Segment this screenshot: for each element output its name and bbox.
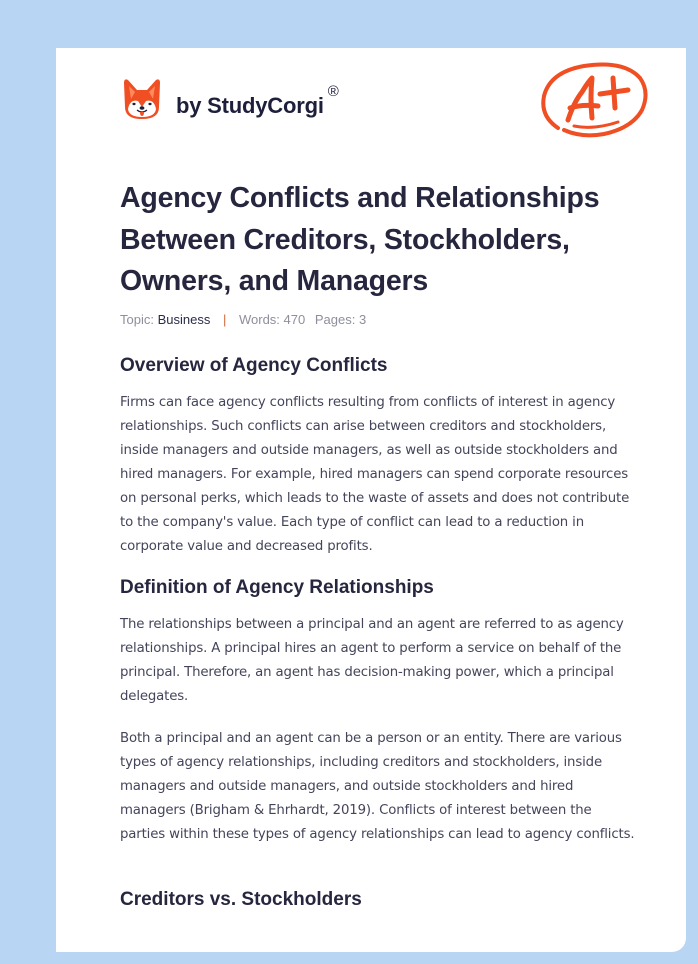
brand-name: by StudyCorgi xyxy=(176,93,324,118)
corgi-face-icon xyxy=(122,77,162,121)
section-heading-overview: Overview of Agency Conflicts xyxy=(120,355,388,376)
pages-count: 3 xyxy=(358,312,367,327)
section-heading-definition: Definition of Agency Relationships xyxy=(120,577,434,598)
registered-mark: ® xyxy=(327,82,339,100)
a-plus-grade-icon xyxy=(538,58,650,140)
pages-label: Pages: xyxy=(314,312,356,327)
document-title: Agency Conflicts and Relationships Between Creditors, Stockholders, Owners, and Managers xyxy=(120,182,600,297)
meta-separator: | xyxy=(222,312,227,327)
paragraph-definition-1: The relationships between a principal and an agent are referred to as agency relationships. A principal hires an agent to perform a service on behalf of the principal. Therefore, an agent has decision-making power, which a principal delegates. xyxy=(120,617,624,704)
document-meta xyxy=(120,312,366,327)
topic-link[interactable]: Business xyxy=(157,312,211,327)
words-label: Words: xyxy=(238,312,280,327)
paragraph-definition-2: Both a principal and an agent can be a person or an entity. There are various types of agency relationships, including creditors and stockholders, inside managers and outside managers, and outside stockholders and hired managers (Brigham & Ehrhardt, 2019). Conflicts of interest between the parties within these types of agency relationships can lead to agency conflicts. xyxy=(120,731,635,842)
topic-label: Topic: xyxy=(120,312,154,327)
paragraph-overview: Firms can face agency conflicts resulting from conflicts of interest in agency relationships. Such conflicts can arise between creditors and stockholders, inside managers and outside managers, as well as outside stockholders and hired managers. For example, hired managers can spend corporate resources on personal perks, which leads to the waste of assets and does not contribute to the company's value. Each type of conflict can lead to a reduction in corporate value and decreased profits. xyxy=(120,395,630,554)
document-card xyxy=(56,48,686,952)
section-heading-creditors: Creditors vs. Stockholders xyxy=(120,889,362,910)
words-count: 470 xyxy=(283,312,306,327)
brand-header[interactable] xyxy=(122,76,339,122)
